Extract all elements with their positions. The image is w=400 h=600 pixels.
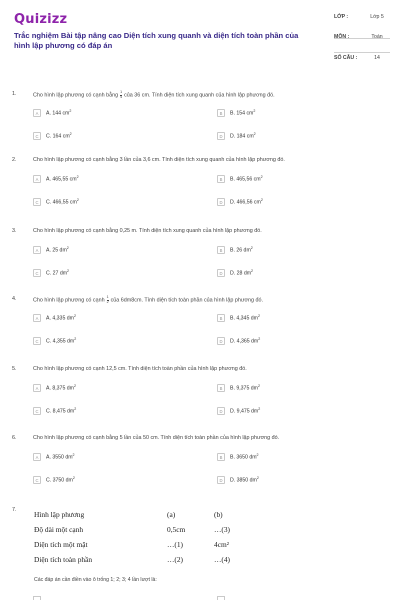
meta-key: MÔN : bbox=[334, 34, 350, 40]
meta-row-count bbox=[334, 55, 390, 61]
option-label bbox=[230, 337, 260, 345]
meta-value: Toán bbox=[371, 34, 383, 40]
option-text: A. 3550 dm bbox=[46, 454, 73, 461]
unit-superscript: 2 bbox=[260, 175, 263, 180]
question-number: 1. bbox=[12, 91, 17, 97]
answer-option-c[interactable] bbox=[33, 268, 69, 278]
option-label bbox=[230, 407, 260, 415]
question-text-part: Cho hình lập phương có cạnh bằng 0,25 m. Tính diện tích xung quanh của hình lập phương đó. bbox=[33, 228, 262, 234]
fraction-numerator: 1 bbox=[120, 90, 123, 94]
answer-option-c[interactable] bbox=[33, 336, 76, 346]
unit-superscript: 2 bbox=[76, 198, 79, 203]
answer-option-b[interactable] bbox=[217, 245, 253, 255]
option-text: A. 4,335 dm bbox=[46, 315, 74, 322]
answer-option-a[interactable] bbox=[33, 383, 76, 393]
question-text-part: Cho hình lập phương có cạnh bằng bbox=[33, 92, 120, 99]
option-text: D. 9,475 dm bbox=[230, 408, 259, 415]
unit-superscript: 2 bbox=[66, 246, 69, 251]
question-text-part: của 6dm8cm. Tính diện tích toàn phần của hình lập phương đó. bbox=[109, 297, 263, 304]
option-label bbox=[46, 453, 75, 461]
answer-option-b[interactable] bbox=[217, 452, 259, 462]
unit-superscript: 2 bbox=[256, 453, 259, 458]
option-label bbox=[230, 384, 260, 392]
option-letter-box[interactable]: A bbox=[33, 453, 41, 461]
unit-superscript: 2 bbox=[257, 314, 260, 319]
unit-superscript: 2 bbox=[256, 476, 259, 481]
option-text: B. 154 cm bbox=[230, 110, 254, 117]
option-letter-box[interactable]: D bbox=[217, 269, 225, 277]
option-letter-box[interactable]: A bbox=[33, 246, 41, 254]
unit-superscript: 2 bbox=[69, 109, 72, 114]
option-letter-box[interactable]: A bbox=[33, 109, 41, 117]
question-text bbox=[33, 228, 262, 234]
question-text-part: Cho hình lập phương có cạnh bằng 3 lần của 3,6 cm. Tính diện tích xung quanh của hình lập phương đó. bbox=[33, 157, 285, 163]
answer-option-d[interactable] bbox=[217, 197, 263, 207]
option-text: B. 4,345 dm bbox=[230, 315, 258, 322]
option-label bbox=[46, 175, 79, 183]
q7-cell: …(3) bbox=[214, 525, 231, 534]
fraction-numerator: 1 bbox=[106, 295, 109, 299]
option-text: D. 3850 dm bbox=[230, 477, 257, 484]
option-label bbox=[230, 132, 256, 140]
option-label bbox=[230, 476, 259, 484]
option-letter-box[interactable]: D bbox=[217, 132, 225, 140]
unit-superscript: 2 bbox=[72, 476, 75, 481]
option-label bbox=[46, 384, 76, 392]
option-text: C. 27 dm bbox=[46, 270, 68, 277]
unit-superscript: 2 bbox=[253, 132, 256, 137]
answer-option-b[interactable] bbox=[217, 108, 255, 118]
q7-cell: …(1) bbox=[167, 540, 184, 549]
unit-superscript: 2 bbox=[258, 337, 261, 342]
option-text: D. 4,365 dm bbox=[230, 338, 259, 345]
option-letter-box[interactable]: D bbox=[217, 337, 225, 345]
q7-cell: Độ dài một cạnh bbox=[34, 525, 84, 534]
option-text: D. 466,56 cm bbox=[230, 199, 261, 206]
fraction-denominator: 4 bbox=[120, 94, 123, 99]
unit-superscript: 2 bbox=[251, 269, 254, 274]
option-label bbox=[46, 337, 76, 345]
option-letter-box[interactable]: D bbox=[217, 476, 225, 484]
question-text bbox=[33, 296, 263, 304]
answer-option-c[interactable] bbox=[33, 131, 72, 141]
unit-superscript: 2 bbox=[73, 384, 76, 389]
q7-cell: (a) bbox=[167, 510, 176, 519]
question-text-part: của 36 cm. Tính diện tích xung quanh của hình lập phương đó. bbox=[122, 92, 275, 99]
unit-superscript: 2 bbox=[72, 453, 75, 458]
question-number: 7. bbox=[12, 507, 17, 513]
option-text: A. 25 dm bbox=[46, 247, 67, 254]
option-text: D. 184 cm bbox=[230, 133, 254, 140]
question-number: 4. bbox=[12, 296, 17, 302]
option-letter-box[interactable]: C bbox=[33, 476, 41, 484]
question-number: 5. bbox=[12, 366, 17, 372]
meta-value: Lớp 5 bbox=[370, 14, 384, 20]
unit-superscript: 2 bbox=[260, 198, 263, 203]
option-letter-box[interactable]: A bbox=[33, 175, 41, 183]
answer-option-a[interactable] bbox=[33, 313, 76, 323]
meta-row-subject bbox=[334, 34, 390, 40]
option-text: B. 9,375 dm bbox=[230, 385, 258, 392]
option-letter-box[interactable]: A bbox=[33, 384, 41, 392]
unit-superscript: 2 bbox=[257, 384, 260, 389]
option-label bbox=[46, 476, 75, 484]
q7-instruction: Các đáp án cần điền vào ô trống 1; 2; 3; 4 lần lượt là: bbox=[34, 577, 157, 583]
option-text: A. 8,375 dm bbox=[46, 385, 74, 392]
unit-superscript: 2 bbox=[69, 132, 72, 137]
option-letter-box[interactable]: D bbox=[217, 407, 225, 415]
question-number: 3. bbox=[12, 228, 17, 234]
option-text: C. 8,475 dm bbox=[46, 408, 75, 415]
question-number: 2. bbox=[12, 157, 17, 163]
option-box-partial bbox=[33, 596, 41, 600]
answer-option-d[interactable] bbox=[217, 131, 256, 141]
option-text: B. 3650 dm bbox=[230, 454, 257, 461]
unit-superscript: 2 bbox=[73, 314, 76, 319]
option-letter-box[interactable]: C bbox=[33, 337, 41, 345]
unit-superscript: 2 bbox=[74, 337, 77, 342]
q7-cell: Hình lập phương bbox=[34, 510, 85, 519]
unit-superscript: 2 bbox=[74, 407, 77, 412]
answer-option-d[interactable] bbox=[217, 406, 260, 416]
unit-superscript: 2 bbox=[258, 407, 261, 412]
q7-cell: …(2) bbox=[167, 555, 184, 564]
answer-option-a[interactable] bbox=[33, 174, 79, 184]
option-letter-box[interactable]: B bbox=[217, 246, 225, 254]
meta-key: LỚP : bbox=[334, 14, 349, 20]
option-label bbox=[230, 453, 259, 461]
option-text: D. 28 dm bbox=[230, 270, 252, 277]
answer-option-d[interactable] bbox=[217, 336, 260, 346]
answer-option-c[interactable] bbox=[33, 475, 75, 485]
answer-option-b[interactable] bbox=[217, 174, 263, 184]
answer-option-a[interactable] bbox=[33, 245, 69, 255]
unit-superscript: 2 bbox=[253, 109, 256, 114]
option-label bbox=[230, 314, 260, 322]
option-letter-box[interactable]: B bbox=[217, 175, 225, 183]
answer-option-a[interactable] bbox=[33, 108, 71, 118]
option-label bbox=[46, 246, 69, 254]
question-text bbox=[33, 435, 279, 441]
unit-superscript: 2 bbox=[67, 269, 70, 274]
option-letter-box[interactable]: C bbox=[33, 269, 41, 277]
q7-cell: Diện tích một mặt bbox=[34, 540, 88, 549]
option-letter-box[interactable]: C bbox=[33, 198, 41, 206]
option-label bbox=[46, 132, 72, 140]
option-text: B. 26 dm bbox=[230, 247, 251, 254]
q7-cell: 0,5cm bbox=[167, 525, 186, 534]
option-box-partial bbox=[217, 596, 225, 600]
q7-cell: Diện tích toàn phần bbox=[34, 555, 93, 564]
answer-option-d[interactable] bbox=[217, 268, 253, 278]
meta-value: 14 bbox=[374, 55, 380, 61]
worksheet-meta bbox=[334, 14, 390, 61]
answer-option-c[interactable] bbox=[33, 197, 79, 207]
option-text: A. 144 cm bbox=[46, 110, 70, 117]
meta-key: SỐ CÂU : bbox=[334, 55, 358, 61]
option-text: C. 466,55 cm bbox=[46, 199, 77, 206]
q7-cell: …(4) bbox=[214, 555, 231, 564]
option-letter-box[interactable]: A bbox=[33, 314, 41, 322]
option-label bbox=[230, 269, 253, 277]
option-label bbox=[230, 109, 255, 117]
unit-superscript: 2 bbox=[250, 246, 253, 251]
answer-option-b[interactable] bbox=[217, 313, 260, 323]
unit-superscript: 2 bbox=[76, 175, 79, 180]
question-text-part: Cho hình lập phương có cạnh bằng 5 lần của 50 cm. Tính diện tích toàn phần của hình lập phương đó. bbox=[33, 435, 280, 441]
option-letter-box[interactable]: B bbox=[217, 314, 225, 322]
question-text bbox=[33, 91, 275, 99]
option-text: B. 465,56 cm bbox=[230, 176, 261, 183]
quizizz-logo: Quizizz bbox=[14, 12, 68, 27]
option-letter-box[interactable]: C bbox=[33, 132, 41, 140]
question-number: 6. bbox=[12, 435, 17, 441]
question-text-part: Cho hình lập phương có cạnh 12,5 cm. Tính diện tích toàn phần của hình lập phương đó. bbox=[33, 366, 247, 372]
option-label bbox=[46, 269, 69, 277]
option-letter-box[interactable]: C bbox=[33, 407, 41, 415]
answer-option-a[interactable] bbox=[33, 452, 75, 462]
q7-cell: 4cm² bbox=[214, 540, 229, 549]
option-letter-box[interactable]: B bbox=[217, 384, 225, 392]
option-letter-box[interactable]: B bbox=[217, 109, 225, 117]
worksheet-title: Trắc nghiệm Bài tập nâng cao Diện tích xung quanh và diện tích toàn phần của hình lập phương có đáp án bbox=[14, 31, 299, 50]
option-text: A. 465,55 cm bbox=[46, 176, 77, 183]
answer-option-c[interactable] bbox=[33, 406, 76, 416]
option-text: C. 164 cm bbox=[46, 133, 70, 140]
option-text: C. 4,355 dm bbox=[46, 338, 75, 345]
question-text bbox=[33, 157, 285, 163]
meta-row-grade bbox=[334, 14, 390, 21]
option-letter-box[interactable]: D bbox=[217, 198, 225, 206]
answer-option-d[interactable] bbox=[217, 475, 259, 485]
answer-option-b[interactable] bbox=[217, 383, 260, 393]
question-text bbox=[33, 366, 247, 372]
option-label bbox=[230, 198, 263, 206]
option-text: C. 3750 dm bbox=[46, 477, 73, 484]
option-label bbox=[46, 198, 79, 206]
option-label bbox=[46, 314, 76, 322]
option-label bbox=[46, 109, 71, 117]
question-text-part: Cho hình lập phương có cạnh bbox=[33, 297, 107, 304]
option-label bbox=[230, 246, 253, 254]
option-letter-box[interactable]: B bbox=[217, 453, 225, 461]
fraction-denominator: 2 bbox=[106, 299, 109, 304]
option-label bbox=[230, 175, 263, 183]
option-label bbox=[46, 407, 76, 415]
q7-cell: (b) bbox=[214, 510, 223, 519]
